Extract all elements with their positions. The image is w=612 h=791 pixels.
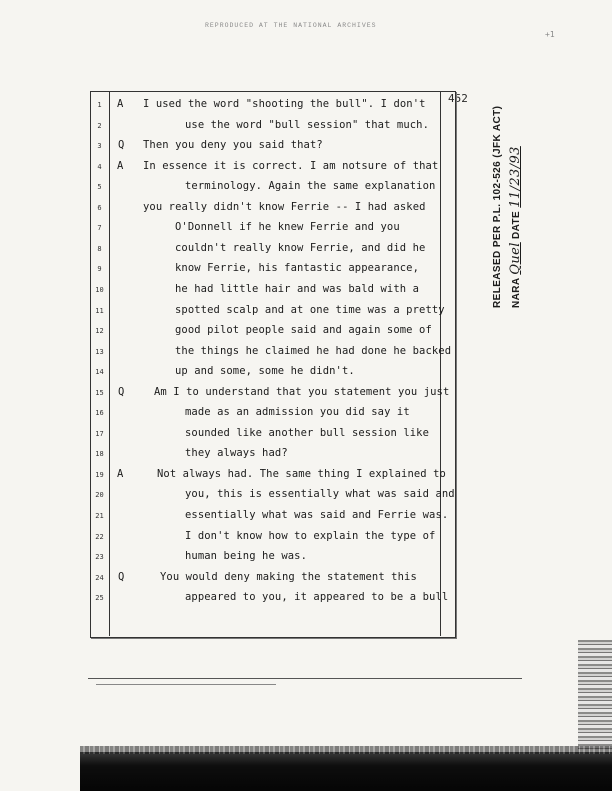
transcript-line [0, 446, 612, 466]
line-text: sounded like another bull session like [185, 426, 430, 439]
line-text: he had little hair and was bald with a [175, 282, 420, 295]
speaker-label: A [117, 467, 124, 480]
transcript-line [0, 467, 612, 487]
bottom-rule [88, 678, 522, 679]
bottom-rule-secondary [96, 684, 276, 685]
line-text: know Ferrie, his fantastic appearance, [175, 262, 420, 275]
line-number: 16 [95, 409, 104, 418]
line-number: 1 [97, 101, 102, 109]
line-text: human being he was. [185, 550, 308, 563]
date-label: DATE [511, 210, 522, 240]
line-number: 9 [97, 265, 102, 274]
page-number: 452 [448, 92, 468, 105]
transcript-line [0, 405, 612, 425]
transcript-line [0, 570, 612, 590]
speaker-label: Q [118, 570, 125, 583]
release-stamp-line1: RELEASED PER P.L. 102-526 (JFK ACT) [492, 105, 503, 308]
transcript-line [0, 323, 612, 343]
line-number: 4 [97, 162, 102, 171]
transcript-line [0, 364, 612, 384]
line-text: Then you deny you said that? [143, 139, 323, 152]
line-text: they always had? [185, 447, 288, 460]
line-number: 13 [95, 347, 104, 356]
line-text: essentially what was said and Ferrie was. [185, 509, 449, 521]
line-number: 8 [97, 244, 102, 253]
line-text: the things he claimed he had done he backed [175, 344, 452, 357]
line-text: I used the word "shooting the bull". I don't [143, 98, 426, 110]
speaker-label: Q [118, 139, 125, 152]
nara-label: NARA [511, 277, 522, 308]
line-number: 10 [95, 285, 104, 294]
line-number: 7 [97, 224, 102, 233]
line-text: Am I to understand that you statement you just [154, 385, 450, 398]
transcript-line [0, 549, 612, 569]
line-number: 23 [95, 553, 104, 562]
line-number: 5 [97, 183, 102, 192]
line-number: 19 [95, 470, 104, 479]
line-number: 24 [95, 573, 104, 582]
line-text: you, this is essentially what was said and [185, 488, 455, 501]
speaker-label: A [117, 159, 124, 172]
release-stamp [480, 105, 550, 318]
line-text: you really didn't know Ferrie -- I had asked [143, 200, 426, 213]
speaker-label: A [117, 98, 124, 110]
line-text: made as an admission you did say it [185, 406, 410, 419]
line-number: 18 [95, 450, 104, 459]
reviewer-initials: Quel [508, 242, 523, 275]
corner-mark: +1 [545, 30, 555, 39]
transcript-line [0, 385, 612, 405]
line-number: 15 [95, 388, 104, 397]
transcript-line [0, 344, 612, 364]
scan-bottom-band [80, 752, 612, 791]
line-number: 3 [97, 142, 102, 151]
transcript-line [0, 590, 612, 610]
line-text: In essence it is correct. I am notsure of that [143, 159, 439, 172]
transcript-line [0, 529, 612, 549]
speaker-label: Q [118, 385, 125, 398]
line-text: You would deny making the statement this [160, 570, 417, 583]
transcript-line [0, 487, 612, 507]
line-number: 2 [97, 121, 102, 130]
release-stamp-line2 [508, 146, 523, 308]
line-number: 20 [95, 491, 104, 500]
line-text: O'Donnell if he knew Ferrie and you [175, 221, 400, 234]
line-text: up and some, some he didn't. [175, 365, 355, 378]
line-text: use the word "bull session" that much. [185, 118, 430, 131]
line-number: 17 [95, 429, 104, 438]
line-number: 12 [95, 327, 104, 336]
line-number: 11 [95, 306, 104, 315]
release-date: 11/23/93 [508, 146, 523, 208]
line-number: 6 [97, 203, 102, 212]
line-text: couldn't really know Ferrie, and did he [175, 241, 426, 254]
transcript-line [0, 426, 612, 446]
line-text: spotted scalp and at one time was a pretty [175, 303, 445, 316]
transcript-line [0, 508, 612, 528]
line-text: I don't know how to explain the type of [185, 529, 436, 542]
line-text: appeared to you, it appeared to be a bull [185, 591, 449, 604]
line-text: terminology. Again the same explanation [185, 180, 436, 193]
scan-edge-noise [578, 640, 612, 750]
line-number: 25 [95, 594, 104, 603]
line-text: Not always had. The same thing I explained to [157, 467, 446, 480]
line-number: 22 [95, 532, 104, 541]
line-number: 21 [95, 512, 104, 520]
line-text: good pilot people said and again some of [175, 324, 432, 337]
line-number: 14 [95, 368, 104, 377]
archive-header: REPRODUCED AT THE NATIONAL ARCHIVES [205, 22, 377, 29]
